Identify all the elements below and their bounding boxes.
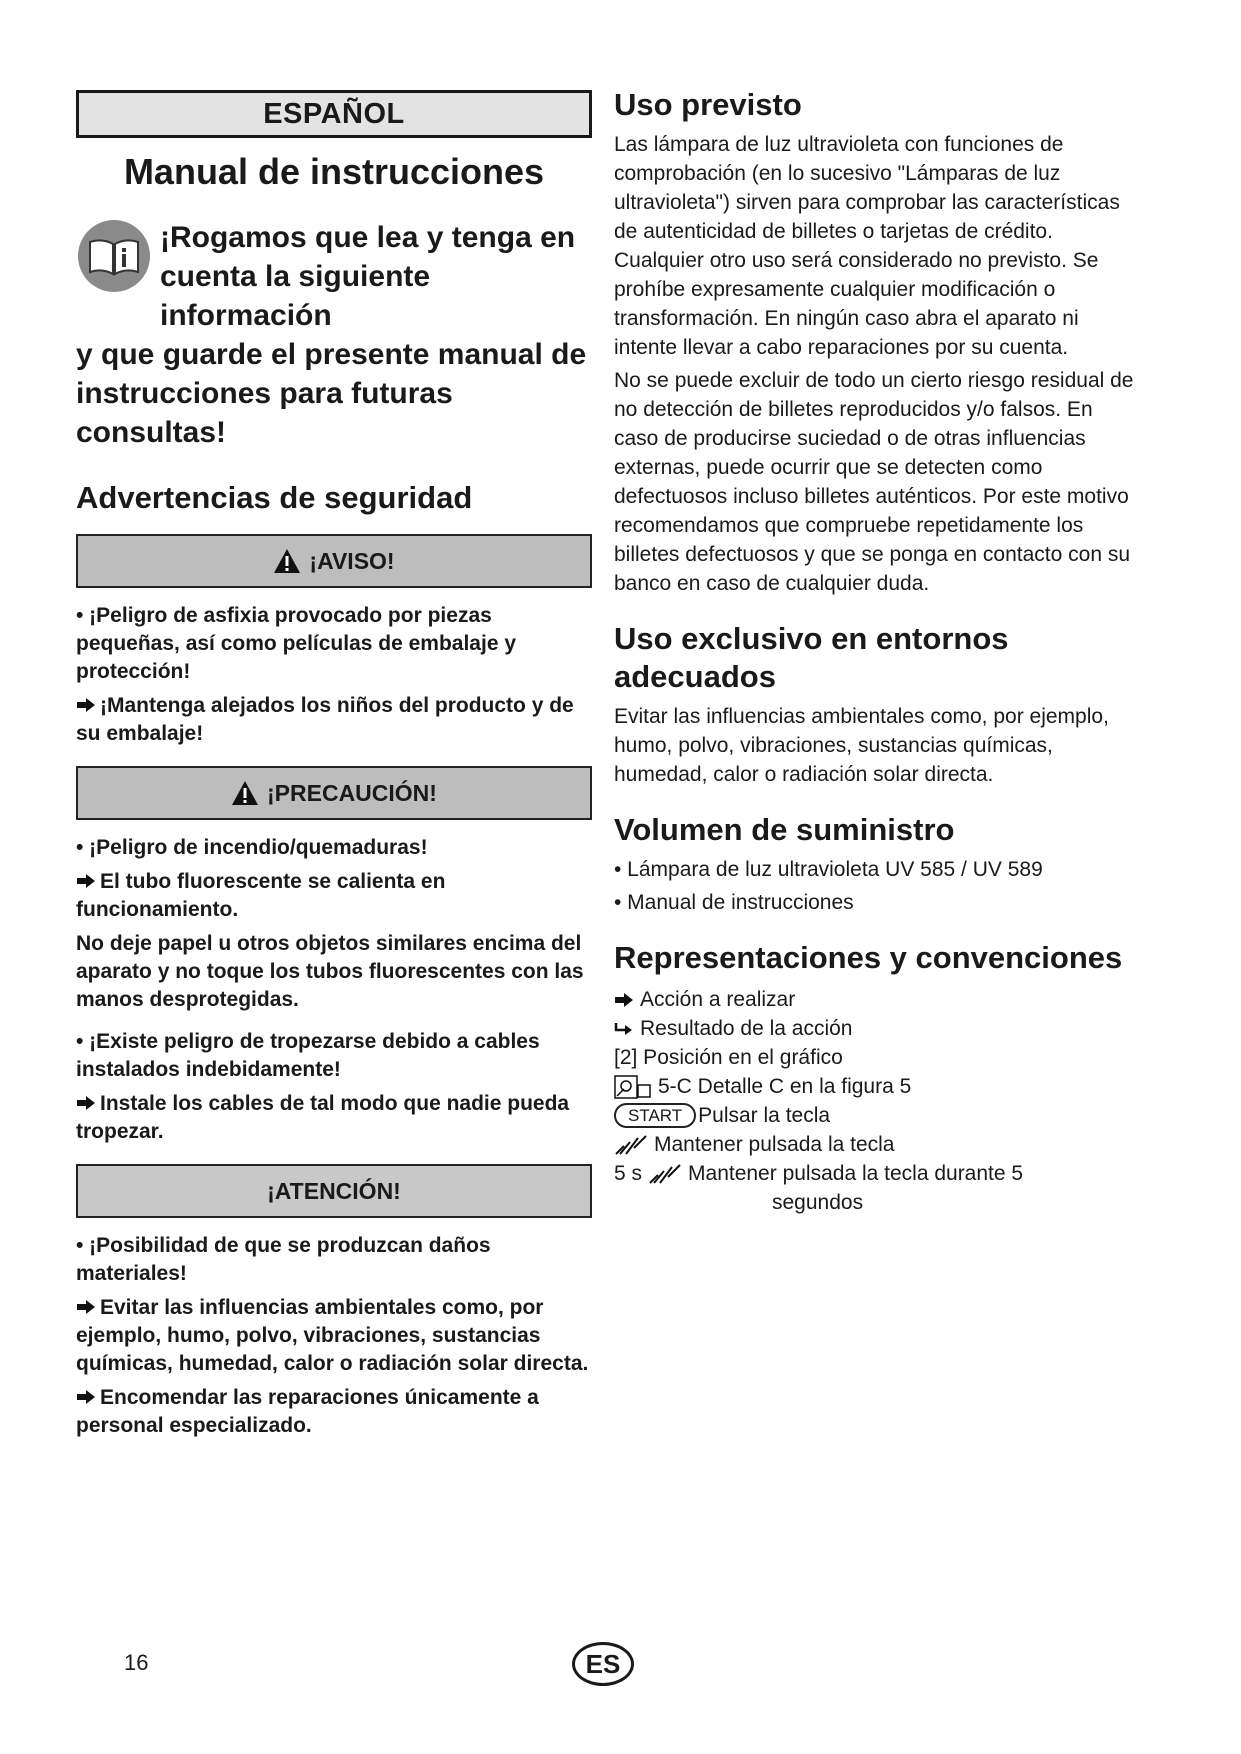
list-item: • Manual de instrucciones — [614, 891, 854, 914]
convention-press — [614, 1101, 1134, 1130]
convention-text: Mantener pulsada la tecla — [654, 1133, 895, 1156]
list-item — [76, 1384, 592, 1440]
list-item — [76, 1090, 592, 1146]
result-arrow-icon — [614, 1021, 634, 1037]
warning-box — [76, 534, 592, 588]
warning-triangle-icon — [273, 548, 301, 574]
supply-title: Volumen de suministro — [614, 812, 955, 847]
action-arrow-icon — [76, 873, 96, 889]
convention-hold — [614, 1130, 1134, 1159]
convention-text: segundos — [772, 1191, 864, 1214]
convention-position — [614, 1043, 1134, 1072]
attention-list — [76, 1232, 592, 1440]
action-arrow-icon — [76, 1095, 96, 1111]
caution-list — [76, 834, 592, 1146]
caution-box — [76, 766, 592, 820]
list-item — [76, 1294, 592, 1378]
action-arrow-icon — [76, 697, 96, 713]
list-item-text: Instale los cables de tal modo que nadie pueda tropezar. — [76, 1092, 570, 1143]
warning-label: ¡AVISO! — [309, 547, 395, 574]
list-item: • ¡Posibilidad de que se produzcan daños materiales! — [76, 1234, 491, 1285]
convention-text: Resultado de la acción — [640, 1017, 853, 1040]
caution-label: ¡PRECAUCIÓN! — [267, 779, 437, 806]
environment-title: Uso exclusivo en entornos adecuados — [614, 621, 1009, 694]
environment-text: Evitar las influencias ambientales como, por ejemplo, humo, polvo, vibraciones, sustancias químicas, humedad, calor o radiación solar directa. — [614, 705, 1109, 786]
notice-line-2: cuenta la siguiente información — [160, 260, 431, 332]
notice-line-4: instrucciones para futuras consultas! — [76, 377, 453, 449]
action-arrow-icon — [76, 1299, 96, 1315]
list-item-text: ¡Mantenga alejados los niños del producto y de su embalaje! — [76, 694, 574, 745]
list-item: No deje papel u otros objetos similares encima del aparato y no toque los tubos fluorescentes con las manos desprotegidas. — [76, 932, 584, 1011]
convention-hold-5s — [614, 1159, 1134, 1188]
paragraph: No se puede excluir de todo un cierto riesgo residual de no detección de billetes reproducidos y/o falsos. En caso de producirse suciedad o de otras influencias externas, puede ocurrir que se detecten como defectuosos incluso billetes auténticos. Por este motivo recomendamos que compruebe repetidamente los billetes defectuosos y que se ponga en contacto con su banco en caso de cualquier duda. — [614, 369, 1134, 595]
list-item — [76, 868, 592, 924]
action-arrow-icon — [76, 1389, 96, 1405]
language-badge: ES — [572, 1642, 634, 1686]
intended-use-title: Uso previsto — [614, 87, 802, 122]
attention-box — [76, 1164, 592, 1218]
list-item-text: Encomendar las reparaciones únicamente a personal especializado. — [76, 1386, 539, 1437]
language-header: ESPAÑOL — [76, 90, 592, 138]
detail-figure-icon — [614, 1075, 652, 1099]
paragraph: Las lámpara de luz ultravioleta con funciones de comprobación (en lo sucesivo "Lámparas de luz ultravioleta") sirven para comprobar las características de autenticidad de billetes o tarjetas de crédito. Cualquier otro uso será considerado no previsto. Se prohíbe expresamente cualquier modificación o transformación. En ningún caso abra el aparato ni intente llevar a cabo reparaciones por su cuenta. — [614, 133, 1120, 359]
hold-key-icon — [614, 1134, 648, 1156]
list-item: • Lámpara de luz ultravioleta UV 585 / UV 589 — [614, 858, 1043, 881]
left-column — [76, 90, 592, 1440]
list-item — [76, 692, 592, 748]
safety-title: Advertencias de seguridad — [76, 480, 473, 515]
action-arrow-icon — [614, 992, 634, 1008]
convention-text: [2] Posición en el gráfico — [614, 1046, 843, 1069]
convention-text: Pulsar la tecla — [698, 1104, 831, 1127]
convention-text: Acción a realizar — [640, 988, 796, 1011]
convention-detail — [614, 1072, 1134, 1101]
page-number: 16 — [124, 1650, 149, 1675]
convention-prefix: 5 s — [614, 1162, 643, 1185]
right-column — [614, 86, 1134, 1217]
list-item-text: Evitar las influencias ambientales como, por ejemplo, humo, polvo, vibraciones, sustancias químicas, humedad, calor o radiación solar directa. — [76, 1296, 589, 1375]
list-item: • ¡Existe peligro de tropezarse debido a cables instalados indebidamente! — [76, 1030, 540, 1081]
hold-key-icon — [648, 1163, 682, 1185]
read-notice — [76, 218, 592, 452]
conventions-list — [614, 985, 1134, 1217]
manual-title: Manual de instrucciones — [123, 151, 545, 192]
warning-list — [76, 602, 592, 748]
convention-text: Mantener pulsada la tecla durante 5 — [688, 1162, 1024, 1185]
warning-triangle-icon — [231, 780, 259, 806]
notice-line-1: ¡Rogamos que lea y tenga en — [160, 221, 576, 254]
convention-action — [614, 985, 1134, 1014]
list-item: • ¡Peligro de incendio/quemaduras! — [76, 836, 428, 859]
list-item: • ¡Peligro de asfixia provocado por piezas pequeñas, así como películas de embalaje y protección! — [76, 604, 517, 683]
start-key-icon: START — [614, 1103, 696, 1128]
intended-use-text — [614, 130, 1134, 598]
conventions-title: Representaciones y convenciones — [614, 940, 1123, 975]
notice-line-3: y que guarde el presente manual de — [76, 338, 587, 371]
supply-list — [614, 855, 1134, 917]
convention-result — [614, 1014, 1134, 1043]
attention-label: ¡ATENCIÓN! — [267, 1177, 401, 1204]
list-item-text: El tubo fluorescente se calienta en funcionamiento. — [76, 870, 446, 921]
convention-text: 5-C Detalle C en la figura 5 — [658, 1075, 912, 1098]
read-manual-icon — [76, 218, 152, 294]
convention-hold-5s-cont — [614, 1188, 1134, 1217]
